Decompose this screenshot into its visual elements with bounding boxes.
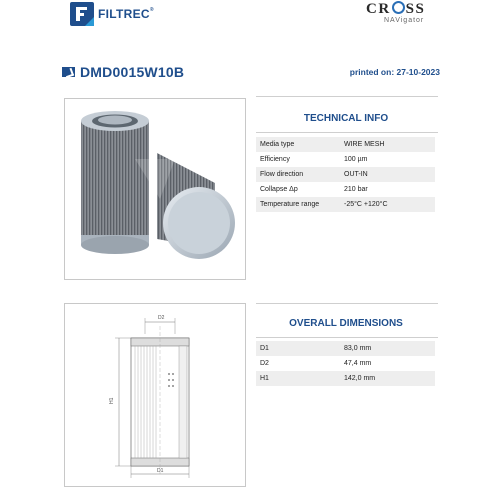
overall-dimensions-table (256, 341, 435, 386)
technical-info-table (256, 137, 435, 212)
table-row: H1 142,0 mm (256, 371, 435, 386)
table-row: Temperature range -25°C +120°C (256, 197, 435, 212)
filtrec-logo (70, 2, 154, 26)
label-d2: D2 (158, 315, 165, 321)
table-row: Flow direction OUT-IN (256, 167, 435, 182)
filtrec-logo-icon (70, 2, 94, 26)
navigator-logo-text: NAVigator (384, 17, 425, 24)
technical-info-bottom-rule (256, 132, 438, 133)
technical-info-title: TECHNICAL INFO (303, 113, 389, 124)
table-row: Efficiency 100 µm (256, 152, 435, 167)
table-row: Media type WIRE MESH (256, 137, 435, 152)
product-photo (64, 98, 246, 280)
overall-dimensions-title: OVERALL DIMENSIONS (289, 318, 403, 329)
table-row: Collapse Δp 210 bar (256, 182, 435, 197)
technical-info-top-rule (256, 96, 438, 97)
product-code-icon (62, 67, 75, 77)
filter-dimension-drawing (65, 304, 245, 486)
filtrec-logo-text: FILTREC® (98, 7, 154, 21)
technical-drawing (64, 303, 246, 487)
table-row: D1 83,0 mm (256, 341, 435, 356)
cross-o-icon (392, 1, 405, 14)
dimensions-bottom-rule (256, 337, 438, 338)
printed-date: printed on: 27-10-2023 (349, 67, 440, 77)
table-row: D2 47,4 mm (256, 356, 435, 371)
cross-navigator-logo (366, 1, 436, 27)
filter-cartridge-image (65, 99, 245, 279)
product-code: DMD0015W10B (80, 64, 185, 80)
label-d1: D1 (157, 468, 164, 474)
dimensions-top-rule (256, 303, 438, 304)
cross-logo-text: CR SS (366, 1, 426, 17)
label-h1: H1 (109, 397, 115, 404)
